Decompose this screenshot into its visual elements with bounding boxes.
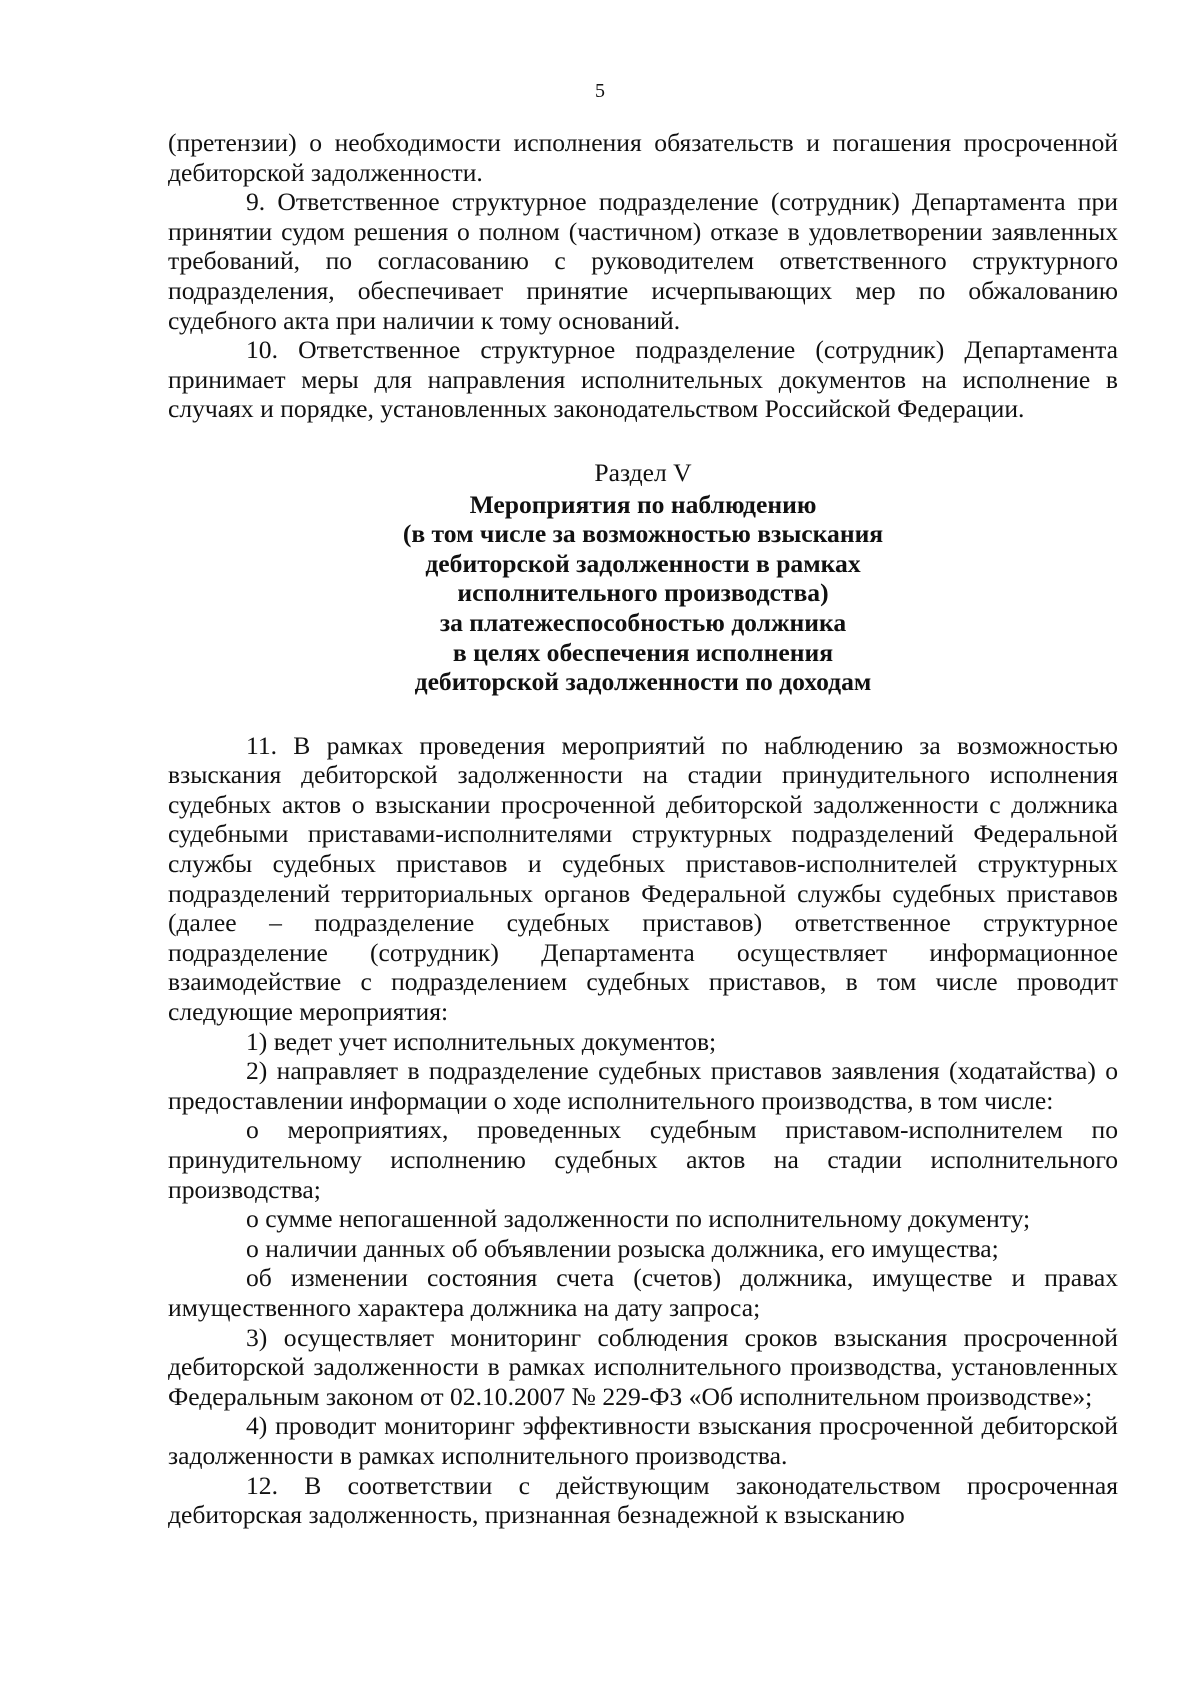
sub-list-item: о сумме непогашенной задолженности по исполнительному документу; [246, 1204, 1031, 1234]
paragraphs-after-section [168, 731, 1118, 1530]
paragraph: 9. Ответственное структурное подразделение (сотрудник) Департамента при принятии судом решения о полном (частичном) отказе в удовлетворении заявленных требований, по согласованию с руководителем ответственного структурного подразделения, обеспечивает принятие исчерпывающих мер по обжалованию судебного акта при наличии к тому оснований. [168, 187, 1118, 335]
paragraph: 11. В рамках проведения мероприятий по наблюдению за возможностью взыскания дебиторской задолженности на стадии принудительного исполнения судебных актов о взыскании просроченной дебиторской задолженности с должника судебными приставами-исполнителями структурных подразделений Федеральной службы судебных приставов и судебных приставов-исполнителей структурных подразделений территориальных органов Федеральной службы судебных приставов (далее – подразделение судебных приставов) ответственное структурное подразделение (сотрудник) Департамента осуществляет информационное взаимодействие с подразделением судебных приставов, в том числе проводит следующие мероприятия: [168, 730, 1118, 1027]
document-body [168, 128, 1118, 1530]
paragraph: (претензии) о необходимости исполнения обязательств и погашения просроченной дебиторской задолженности. [168, 128, 1118, 187]
paragraph: 10. Ответственное структурное подразделение (сотрудник) Департамента принимает меры для направления исполнительных документов на исполнение в случаях и порядке, установленных законодательством Российской Федерации. [168, 335, 1118, 424]
sub-list-item: о мероприятиях, проведенных судебным приставом-исполнителем по принудительному исполнению судебных актов на стадии исполнительного производства; [168, 1115, 1118, 1204]
list-item: 4) проводит мониторинг эффективности взыскания просроченной дебиторской задолженности в рамках исполнительного производства. [168, 1411, 1118, 1470]
page-number: 5 [595, 80, 605, 102]
section-title: Мероприятия по наблюдению (в том числе за возможностью взыскания дебиторской задолженности в рамках исполнительного производства) за платежеспособностью должника в целях обеспечения исполнения дебиторской задолженности по доходам [402, 489, 884, 697]
section-heading [168, 458, 1118, 697]
sub-list-item: об изменении состояния счета (счетов) должника, имуществе и правах имущественного характера должника на дату запроса; [168, 1263, 1118, 1322]
list-item: 3) осуществляет мониторинг соблюдения сроков взыскания просроченной дебиторской задолженности в рамках исполнительного производства, установленных Федеральным законом от 02.10.2007 № 229-ФЗ «Об исполнительном производстве»; [168, 1322, 1118, 1411]
section-label: Раздел V [594, 457, 692, 487]
paragraphs-before-section [168, 128, 1118, 424]
list-item: 2) направляет в подразделение судебных приставов заявления (ходатайства) о предоставлении информации о ходе исполнительного производства, в том числе: [168, 1056, 1118, 1115]
paragraph: 12. В соответствии с действующим законодательством просроченная дебиторская задолженность, признанная безнадежной к взысканию [168, 1470, 1118, 1530]
list-item: 1) ведет учет исполнительных документов; [246, 1026, 717, 1056]
sub-list-item: о наличии данных об объявлении розыска должника, его имущества; [246, 1233, 999, 1263]
